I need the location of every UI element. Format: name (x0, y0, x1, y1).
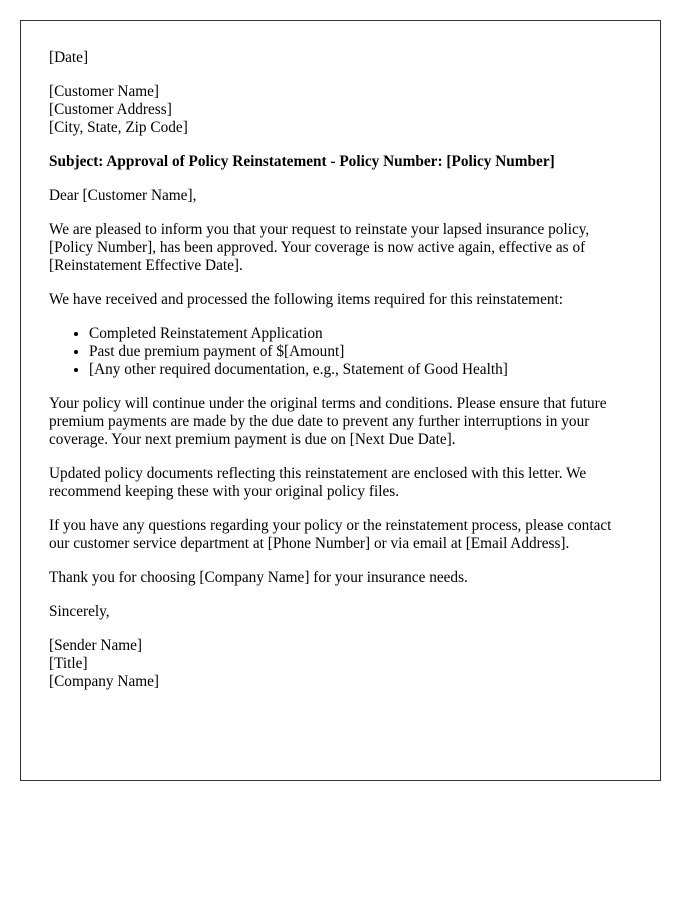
recipient-city-state-zip: [City, State, Zip Code] (49, 119, 188, 136)
letter-date: [Date] (49, 49, 89, 66)
contact-paragraph: If you have any questions regarding your policy or the reinstatement process, please contact our customer service department at [Phone Number] or via email at [Email Address]. (49, 517, 612, 552)
intro-paragraph: We are pleased to inform you that your request to reinstate your lapsed insurance policy, [Policy Number], has been approved. Your coverage is now active again, effective as of [Reinstatement Effective Date]. (49, 221, 590, 274)
items-intro-paragraph: We have received and processed the following items required for this reinstatement: (49, 291, 564, 308)
thanks-paragraph: Thank you for choosing [Company Name] for your insurance needs. (49, 569, 468, 586)
required-items-list (49, 325, 632, 379)
sender-name: [Sender Name] (49, 637, 143, 654)
signature-block (49, 637, 632, 691)
letter-subject: Subject: Approval of Policy Reinstatement - Policy Number: [Policy Number] (49, 153, 555, 170)
letter-document (20, 20, 661, 781)
recipient-address: [Customer Address] (49, 101, 172, 118)
list-item: • Completed Reinstatement Application (89, 325, 632, 343)
list-item: • Past due premium payment of $[Amount] (89, 343, 632, 361)
recipient-name: [Customer Name] (49, 83, 160, 100)
documents-paragraph: Updated policy documents reflecting this reinstatement are enclosed with this letter. We recommend keeping these with your original policy files. (49, 465, 587, 500)
recipient-address-block (49, 83, 632, 137)
salutation: Dear [Customer Name], (49, 187, 197, 204)
sender-title: [Title] (49, 655, 88, 672)
list-item: • [Any other required documentation, e.g., Statement of Good Health] (89, 361, 632, 379)
terms-paragraph: Your policy will continue under the original terms and conditions. Please ensure that future premium payments are made by the due date to prevent any further interruptions in your coverage. Your next premium payment is due on [Next Due Date]. (49, 395, 607, 448)
closing: Sincerely, (49, 603, 110, 620)
sender-company: [Company Name] (49, 673, 160, 690)
